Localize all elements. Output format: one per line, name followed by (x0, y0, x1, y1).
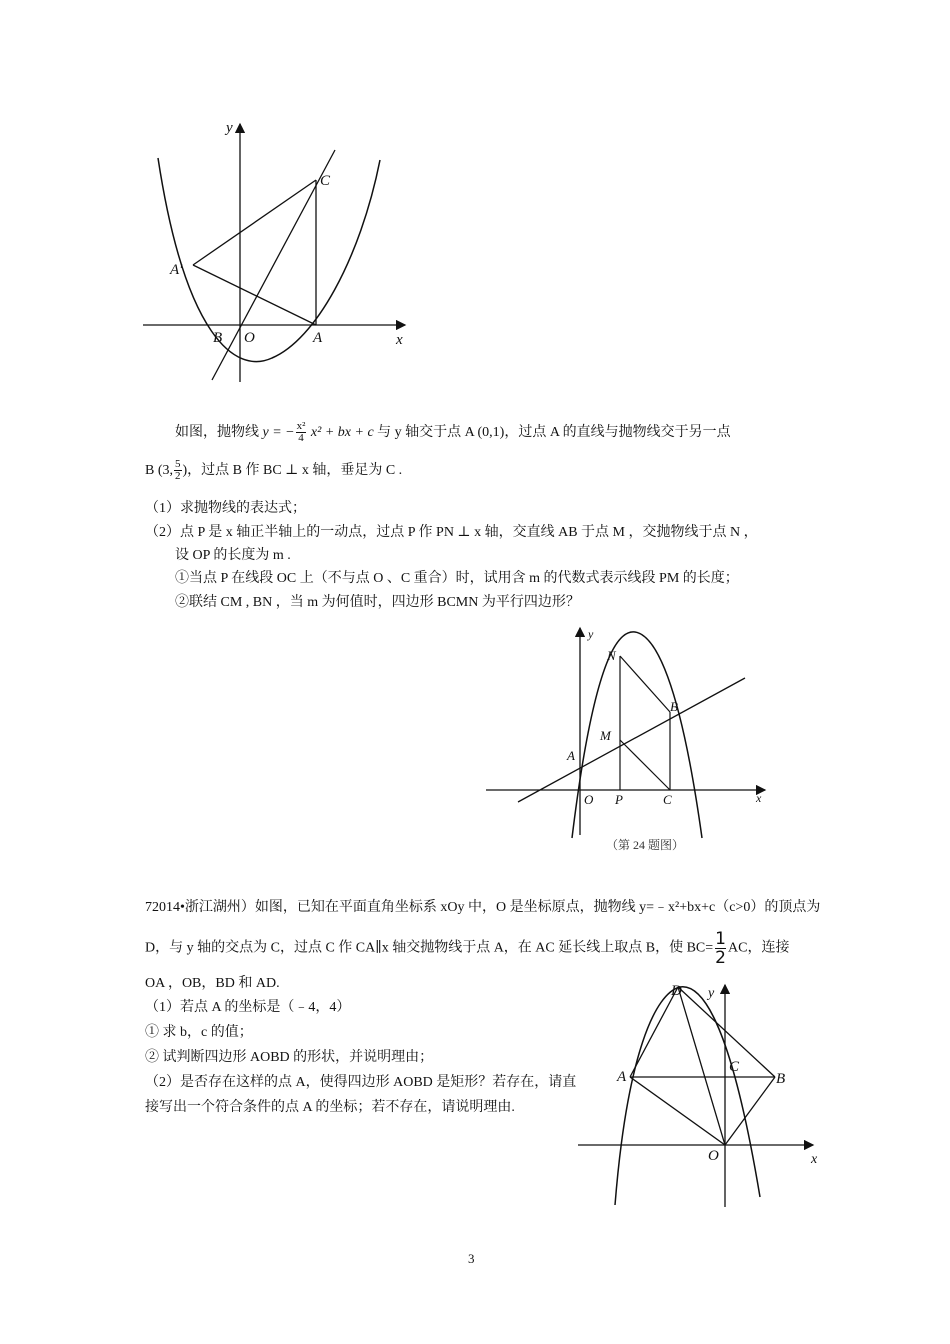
label-y: y (226, 120, 233, 136)
figure-3 (575, 975, 830, 1210)
label-c: C (320, 173, 331, 189)
label-a: A (617, 1069, 627, 1085)
segment-ob (725, 1077, 775, 1145)
label-x: x (811, 1152, 818, 1167)
label-x: x (396, 332, 403, 348)
figure-2-caption: （第 24 题图） (606, 838, 685, 852)
problem24-q2-line1: （2）点 P 是 x 轴正半轴上的一动点，过点 P 作 PN ⊥ x 轴，交直线 AB 于点 M ，交抛物线于点 N ， (145, 525, 758, 540)
intro-fraction: $\frac{\text{x²}}{4}$ (296, 420, 306, 445)
label-d: D (671, 983, 682, 999)
parabola-2 (572, 632, 702, 838)
problem7-line2: D，与 y 轴的交点为 C，过点 C 作 CA∥x 轴交抛物线于点 A，在 AC 延长线上取点 B，使 BC= $\frac{1}{2}$ AC，连接 (145, 929, 790, 968)
label-n: N (607, 648, 616, 663)
problem24-point-b: B (3, $\frac{5}{2}$ )，过点 B 作 BC ⊥ x 轴，垂足为 C . (145, 458, 403, 483)
problem24-q2-line2: 设 OP 的长度为 m . (175, 548, 291, 563)
problem24-q2-sub2: ②联结 CM , BN ，当 m 为何值时，四边形 BCMN 为平行四边形？ (175, 595, 580, 610)
label-o: O (584, 792, 594, 807)
parabola-1 (158, 158, 380, 362)
b-fraction: $\frac{5}{2}$ (175, 458, 181, 483)
line-ab (518, 678, 745, 802)
problem24-q1: （1）求抛物线的表达式； (145, 501, 306, 516)
label-a-prime: A′ (170, 262, 183, 278)
label-y: y (588, 627, 594, 641)
segment-aprime-c (193, 180, 316, 265)
problem24-intro: 如图，抛物线 y = − $\frac{\text{x²}}{4}$ x² + bx + c 与 y 轴交于点 A (0,1)，过点 A 的直线与抛物线交于另一点 (175, 420, 731, 445)
label-b: B (776, 1071, 786, 1087)
label-b: B (670, 699, 678, 714)
problem7-q2-line1: （2）是否存在这样的点 A，使得四边形 AOBD 是矩形？若存在，请直 (145, 1075, 577, 1090)
label-o: O (708, 1148, 719, 1164)
problem7-line3: OA ，OB，BD 和 AD. (145, 976, 280, 991)
problem24-q2-sub1: ①当点 P 在线段 OC 上（不与点 O 、C 重合）时，试用含 m 的代数式表示线段 PM 的长度； (175, 571, 739, 586)
problem7-line1: 72014•浙江湖州）如图，已知在平面直角坐标系 xOy 中，O 是坐标原点，抛物线 y=﹣x²+bx+c（c>0）的顶点为 (145, 900, 821, 915)
label-m: M (600, 728, 611, 743)
label-c: C (663, 792, 672, 807)
label-o: O (244, 330, 255, 346)
problem7-q1-b: ② 试判断四边形 AOBD 的形状，并说明理由； (145, 1050, 434, 1065)
segment-aprime-a (193, 265, 316, 325)
label-x: x (756, 791, 762, 805)
segment-ao (630, 1077, 725, 1145)
label-y: y (708, 986, 715, 1001)
segment-db (678, 987, 775, 1077)
figure-2 (480, 620, 780, 850)
label-b: B (213, 330, 223, 346)
segment-mc (620, 740, 670, 790)
label-p: P (615, 792, 623, 807)
label-a: A (567, 748, 575, 763)
problem7-q2-line2: 接写出一个符合条件的点 A 的坐标；若不存在，请说明理由. (145, 1100, 515, 1115)
segment-do (678, 987, 725, 1145)
page-number: 3 (468, 1251, 475, 1266)
bc-fraction: $\frac{1}{2}$ (715, 929, 726, 968)
problem7-q1: （1）若点 A 的坐标是（﹣4，4） (145, 1000, 351, 1015)
figure-1 (140, 110, 420, 390)
label-a: A (313, 330, 323, 346)
label-c: C (729, 1059, 740, 1075)
problem7-q1-a: ① 求 b，c 的值； (145, 1025, 253, 1040)
segment-ad (630, 987, 678, 1077)
